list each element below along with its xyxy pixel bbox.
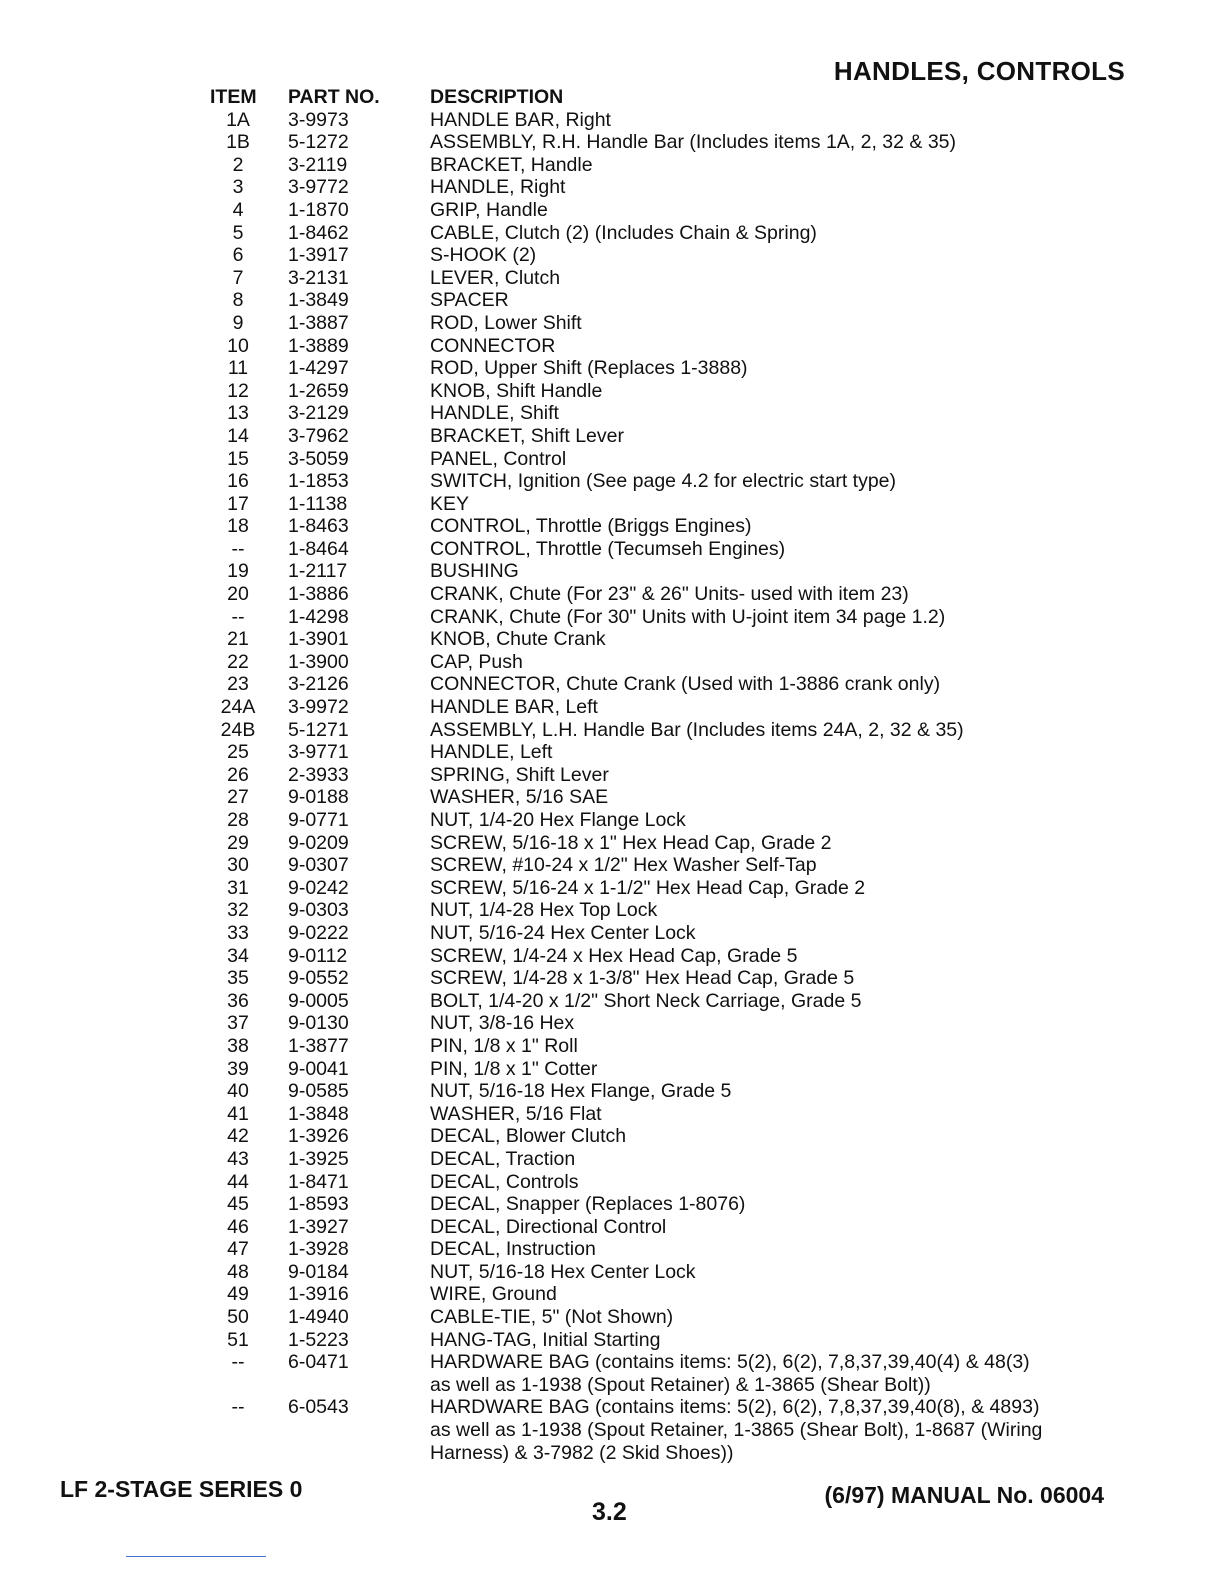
page-title: HANDLES, CONTROLS (833, 56, 1125, 86)
part-number-cell: 3-9771 (288, 741, 349, 764)
description-cell: HANDLE, Shift (430, 402, 559, 425)
item-cell: 40 (227, 1080, 249, 1103)
item-cell: 43 (227, 1147, 249, 1170)
table-row (206, 967, 1106, 990)
part-number-cell: 3-9972 (288, 696, 349, 719)
item-cell: 20 (227, 583, 249, 606)
part-number-cell: 9-0130 (288, 1012, 349, 1035)
part-number-cell: 1-3926 (288, 1125, 349, 1148)
description-cell: BUSHING (430, 560, 519, 583)
part-number-cell: 1-3917 (288, 244, 349, 267)
description-cell: HARDWARE BAG (contains items: 5(2), 6(2), 7,8,37,39,40(8), & 4893) as well as 1-1938 (Spout Retainer, 1-3865 (Shear Bolt), 1-8687 (Wiring Harness) & 3-7982 (2 Skid Shoes)) (430, 1396, 1043, 1464)
part-number-cell: 1-2117 (288, 560, 348, 583)
item-cell: 28 (227, 809, 249, 831)
description-cell: S-HOOK (2) (430, 244, 537, 267)
table-row (206, 1238, 1106, 1261)
item-cell: 31 (227, 876, 249, 899)
item-cell: 42 (227, 1125, 249, 1148)
description-cell: SCREW, 5/16-24 x 1-1/2" Hex Head Cap, Grade 2 (430, 876, 866, 899)
table-row (206, 538, 1106, 561)
table-row (206, 1148, 1106, 1171)
item-cell: 6 (232, 244, 244, 267)
part-number-cell: 1-3927 (288, 1215, 349, 1238)
description-cell: ASSEMBLY, R.H. Handle Bar (Includes items 1A, 2, 32 & 35) (430, 131, 957, 154)
item-cell: 23 (227, 673, 249, 696)
table-header-row (206, 86, 1106, 109)
part-number-cell: 9-0112 (288, 944, 348, 967)
item-cell: 1A (226, 108, 250, 131)
part-number-cell: 9-0307 (288, 854, 349, 877)
description-cell: NUT, 1/4-28 Hex Top Lock (430, 899, 658, 922)
item-cell: 41 (227, 1102, 249, 1125)
description-cell: PIN, 1/8 x 1" Roll (430, 1034, 578, 1057)
description-cell: GRIP, Handle (430, 198, 548, 221)
table-row (206, 199, 1106, 222)
table-row (206, 651, 1106, 674)
column-header-item: ITEM (210, 86, 257, 108)
table-row (206, 809, 1106, 832)
table-row (206, 877, 1106, 900)
part-number-cell: 9-0552 (288, 967, 349, 990)
item-cell: 39 (227, 1057, 249, 1080)
item-cell: -- (231, 1396, 245, 1419)
table-row (206, 1216, 1106, 1239)
item-cell: 44 (227, 1170, 249, 1193)
description-cell: CAP, Push (430, 650, 523, 673)
manual-number: (6/97) MANUAL No. 06004 (824, 1482, 1104, 1508)
table-row (206, 1193, 1106, 1216)
item-cell: 50 (227, 1306, 249, 1329)
part-number-cell: 2-3933 (288, 763, 349, 786)
table-row (206, 470, 1106, 493)
table-row (206, 696, 1106, 719)
item-cell: 34 (227, 944, 249, 967)
part-number-cell: 1-3889 (288, 334, 349, 357)
description-cell: NUT, 5/16-18 Hex Flange, Grade 5 (430, 1080, 732, 1103)
item-cell: 18 (227, 515, 249, 538)
item-cell: 33 (227, 921, 249, 944)
description-cell: SPACER (430, 289, 509, 312)
description-cell: CONNECTOR, Chute Crank (Used with 1-3886 crank only) (430, 673, 941, 696)
part-number-cell: 9-0005 (288, 989, 349, 1012)
item-cell: 24A (220, 696, 256, 719)
description-cell: NUT, 5/16-18 Hex Center Lock (430, 1260, 696, 1283)
item-cell: 35 (227, 967, 249, 990)
part-number-cell: 3-2131 (288, 266, 349, 289)
table-row (206, 764, 1106, 787)
part-number-cell: 1-3901 (288, 628, 349, 651)
item-cell: 19 (227, 560, 249, 583)
part-number-cell: 6-0543 (288, 1396, 349, 1419)
item-cell: -- (231, 605, 245, 628)
description-cell: PANEL, Control (430, 447, 567, 470)
item-cell: 14 (227, 424, 249, 447)
table-row (206, 244, 1106, 267)
description-cell: DECAL, Traction (430, 1147, 576, 1170)
description-cell: WASHER, 5/16 SAE (430, 786, 609, 809)
item-cell: 24B (220, 718, 256, 741)
part-number-cell: 1-8593 (288, 1193, 349, 1216)
item-cell: 9 (232, 311, 244, 334)
description-cell: CONTROL, Throttle (Briggs Engines) (430, 515, 752, 538)
item-cell: 2 (232, 153, 244, 176)
table-row (206, 515, 1106, 538)
description-cell: CONNECTOR (430, 334, 556, 357)
table-row (206, 560, 1106, 583)
part-number-cell: 9-0209 (288, 831, 349, 854)
part-number-cell: 9-0041 (288, 1057, 349, 1080)
part-number-cell: 1-3928 (288, 1238, 349, 1261)
column-header-part-no: PART NO. (288, 86, 380, 108)
table-row (206, 945, 1106, 968)
description-cell: SCREW, 1/4-24 x Hex Head Cap, Grade 5 (430, 944, 798, 967)
table-row (206, 222, 1106, 245)
table-row (206, 1306, 1106, 1329)
table-row (206, 289, 1106, 312)
part-number-cell: 9-0184 (288, 1260, 349, 1283)
item-cell: 12 (227, 379, 249, 402)
item-cell: 48 (227, 1260, 249, 1283)
table-row (206, 1351, 1106, 1396)
item-cell: 22 (227, 650, 249, 673)
item-cell: 47 (227, 1238, 249, 1261)
table-row (206, 312, 1106, 335)
description-cell: CABLE, Clutch (2) (Includes Chain & Spring) (430, 221, 817, 244)
item-cell: 15 (227, 447, 249, 470)
part-number-cell: 1-4298 (288, 605, 349, 628)
item-cell: 37 (227, 1012, 249, 1035)
item-cell: 51 (227, 1328, 249, 1351)
description-cell: DECAL, Directional Control (430, 1215, 667, 1238)
description-cell: CRANK, Chute (For 23" & 26" Units- used with item 23) (430, 583, 909, 606)
table-row (206, 741, 1106, 764)
table-row (206, 1283, 1106, 1306)
description-cell: DECAL, Blower Clutch (430, 1125, 627, 1148)
description-cell: WASHER, 5/16 Flat (430, 1102, 602, 1125)
part-number-cell: 1-8462 (288, 221, 349, 244)
table-row (206, 357, 1106, 380)
description-cell: HARDWARE BAG (contains items: 5(2), 6(2), 7,8,37,39,40(4) & 48(3) as well as 1-1938 (Spout Retainer) & 1-3865 (Shear Bolt)) (430, 1351, 1030, 1396)
table-row (206, 267, 1106, 290)
description-cell: NUT, 3/8-16 Hex (430, 1012, 575, 1035)
table-row (206, 1080, 1106, 1103)
parts-table (206, 86, 1106, 1464)
description-cell: HANDLE, Right (430, 176, 566, 199)
table-row (206, 719, 1106, 742)
table-row (206, 131, 1106, 154)
part-number-cell: 1-3849 (288, 289, 349, 312)
series-label: LF 2-STAGE SERIES 0 (60, 1476, 303, 1502)
part-number-cell: 1-2659 (288, 379, 349, 402)
table-row (206, 628, 1106, 651)
description-cell: SWITCH, Ignition (See page 4.2 for electric start type) (430, 470, 897, 493)
part-number-cell: 1-3877 (288, 1034, 349, 1057)
table-row (206, 1171, 1106, 1194)
item-cell: 10 (227, 334, 249, 357)
table-row (206, 1396, 1106, 1464)
part-number-cell: 3-2119 (288, 153, 348, 176)
part-number-cell: 1-3925 (288, 1147, 349, 1170)
item-cell: 45 (227, 1193, 249, 1216)
description-cell: HANG-TAG, Initial Starting (430, 1328, 661, 1351)
description-cell: SCREW, #10-24 x 1/2" Hex Washer Self-Tap (430, 854, 817, 877)
description-cell: BOLT, 1/4-20 x 1/2" Short Neck Carriage, Grade 5 (430, 989, 862, 1012)
part-number-cell: 9-0585 (288, 1080, 349, 1103)
part-number-cell: 1-3848 (288, 1102, 349, 1125)
description-cell: BRACKET, Shift Lever (430, 424, 624, 447)
part-number-cell: 6-0471 (288, 1351, 349, 1374)
part-number-cell: 1-5223 (288, 1328, 349, 1351)
part-number-cell: 3-9973 (288, 108, 349, 131)
description-cell: DECAL, Controls (430, 1170, 579, 1193)
page-number: 3.2 (592, 1498, 627, 1526)
item-cell: 25 (227, 741, 249, 764)
description-cell: SPRING, Shift Lever (430, 763, 609, 786)
part-number-cell: 5-1271 (288, 718, 349, 741)
item-cell: 1B (226, 131, 250, 154)
part-number-cell: 3-2129 (288, 402, 349, 425)
description-cell: ROD, Upper Shift (Replaces 1-3888) (430, 357, 748, 380)
part-number-cell: 3-9772 (288, 176, 349, 199)
table-row (206, 425, 1106, 448)
item-cell: 17 (227, 492, 249, 515)
item-cell: 21 (227, 628, 249, 651)
part-number-cell: 1-4940 (288, 1306, 349, 1329)
part-number-cell: 9-0303 (288, 899, 349, 922)
description-cell: CRANK, Chute (For 30" Units with U-joint item 34 page 1.2) (430, 605, 946, 628)
description-cell: WIRE, Ground (430, 1283, 557, 1306)
table-row (206, 922, 1106, 945)
description-cell: KEY (430, 492, 470, 515)
table-row (206, 1125, 1106, 1148)
item-cell: 30 (227, 854, 249, 877)
part-number-cell: 9-0771 (288, 809, 349, 831)
table-row (206, 1035, 1106, 1058)
description-cell: ROD, Lower Shift (430, 311, 582, 334)
table-row (206, 673, 1106, 696)
divider-line (126, 1556, 266, 1557)
description-cell: KNOB, Chute Crank (430, 628, 606, 651)
item-cell: 11 (227, 357, 249, 380)
part-number-cell: 1-1853 (288, 470, 349, 493)
item-cell: 38 (227, 1034, 249, 1057)
table-row (206, 335, 1106, 358)
description-cell: KNOB, Shift Handle (430, 379, 603, 402)
description-cell: SCREW, 5/16-18 x 1" Hex Head Cap, Grade 2 (430, 831, 832, 854)
description-cell: HANDLE BAR, Right (430, 108, 611, 131)
table-row (206, 990, 1106, 1013)
item-cell: 27 (227, 786, 249, 809)
item-cell: -- (231, 1351, 245, 1374)
part-number-cell: 9-0188 (288, 786, 349, 809)
part-number-cell: 1-3886 (288, 583, 349, 606)
description-cell: DECAL, Instruction (430, 1238, 596, 1261)
table-row (206, 583, 1106, 606)
item-cell: 49 (227, 1283, 249, 1306)
item-cell: 26 (227, 763, 249, 786)
item-cell: 8 (232, 289, 244, 312)
item-cell: -- (231, 537, 245, 560)
table-body (206, 109, 1106, 1465)
description-cell: CABLE-TIE, 5" (Not Shown) (430, 1306, 674, 1329)
part-number-cell: 3-5059 (288, 447, 349, 470)
part-number-cell: 3-2126 (288, 673, 349, 696)
description-cell: PIN, 1/8 x 1" Cotter (430, 1057, 598, 1080)
part-number-cell: 1-3887 (288, 311, 349, 334)
table-row (206, 606, 1106, 629)
part-number-cell: 1-3916 (288, 1283, 349, 1306)
item-cell: 5 (232, 221, 244, 244)
item-cell: 36 (227, 989, 249, 1012)
item-cell: 3 (232, 176, 244, 199)
table-row (206, 1261, 1106, 1284)
table-row (206, 854, 1106, 877)
item-cell: 32 (227, 899, 249, 922)
description-cell: NUT, 1/4-20 Hex Flange Lock (430, 809, 686, 831)
part-number-cell: 1-1138 (288, 492, 348, 515)
table-row (206, 448, 1106, 471)
part-number-cell: 1-3900 (288, 650, 349, 673)
table-row (206, 899, 1106, 922)
part-number-cell: 5-1272 (288, 131, 349, 154)
description-cell: NUT, 5/16-24 Hex Center Lock (430, 921, 696, 944)
table-row (206, 1329, 1106, 1352)
table-row (206, 402, 1106, 425)
item-cell: 7 (232, 266, 244, 289)
table-row (206, 109, 1106, 132)
table-row (206, 1058, 1106, 1081)
table-row (206, 1012, 1106, 1035)
table-row (206, 380, 1106, 403)
description-cell: SCREW, 1/4-28 x 1-3/8" Hex Head Cap, Grade 5 (430, 967, 855, 990)
description-cell: HANDLE BAR, Left (430, 696, 598, 719)
description-cell: LEVER, Clutch (430, 266, 561, 289)
column-header-description: DESCRIPTION (430, 86, 564, 108)
part-number-cell: 3-7962 (288, 424, 349, 447)
table-row (206, 493, 1106, 516)
item-cell: 16 (227, 470, 249, 493)
item-cell: 13 (227, 402, 249, 425)
part-number-cell: 1-8471 (288, 1170, 349, 1193)
description-cell: CONTROL, Throttle (Tecumseh Engines) (430, 537, 786, 560)
description-cell: HANDLE, Left (430, 741, 553, 764)
description-cell: DECAL, Snapper (Replaces 1-8076) (430, 1193, 746, 1216)
description-cell: BRACKET, Handle (430, 153, 593, 176)
description-cell: ASSEMBLY, L.H. Handle Bar (Includes items 24A, 2, 32 & 35) (430, 718, 964, 741)
part-number-cell: 1-4297 (288, 357, 349, 380)
table-row (206, 154, 1106, 177)
item-cell: 46 (227, 1215, 249, 1238)
table-row (206, 1103, 1106, 1126)
item-cell: 4 (232, 198, 244, 221)
part-number-cell: 1-8463 (288, 515, 349, 538)
part-number-cell: 9-0222 (288, 921, 349, 944)
part-number-cell: 1-8464 (288, 537, 349, 560)
item-cell: 29 (227, 831, 249, 854)
table-row (206, 786, 1106, 809)
table-row (206, 832, 1106, 855)
part-number-cell: 1-1870 (288, 198, 349, 221)
part-number-cell: 9-0242 (288, 876, 349, 899)
table-row (206, 176, 1106, 199)
